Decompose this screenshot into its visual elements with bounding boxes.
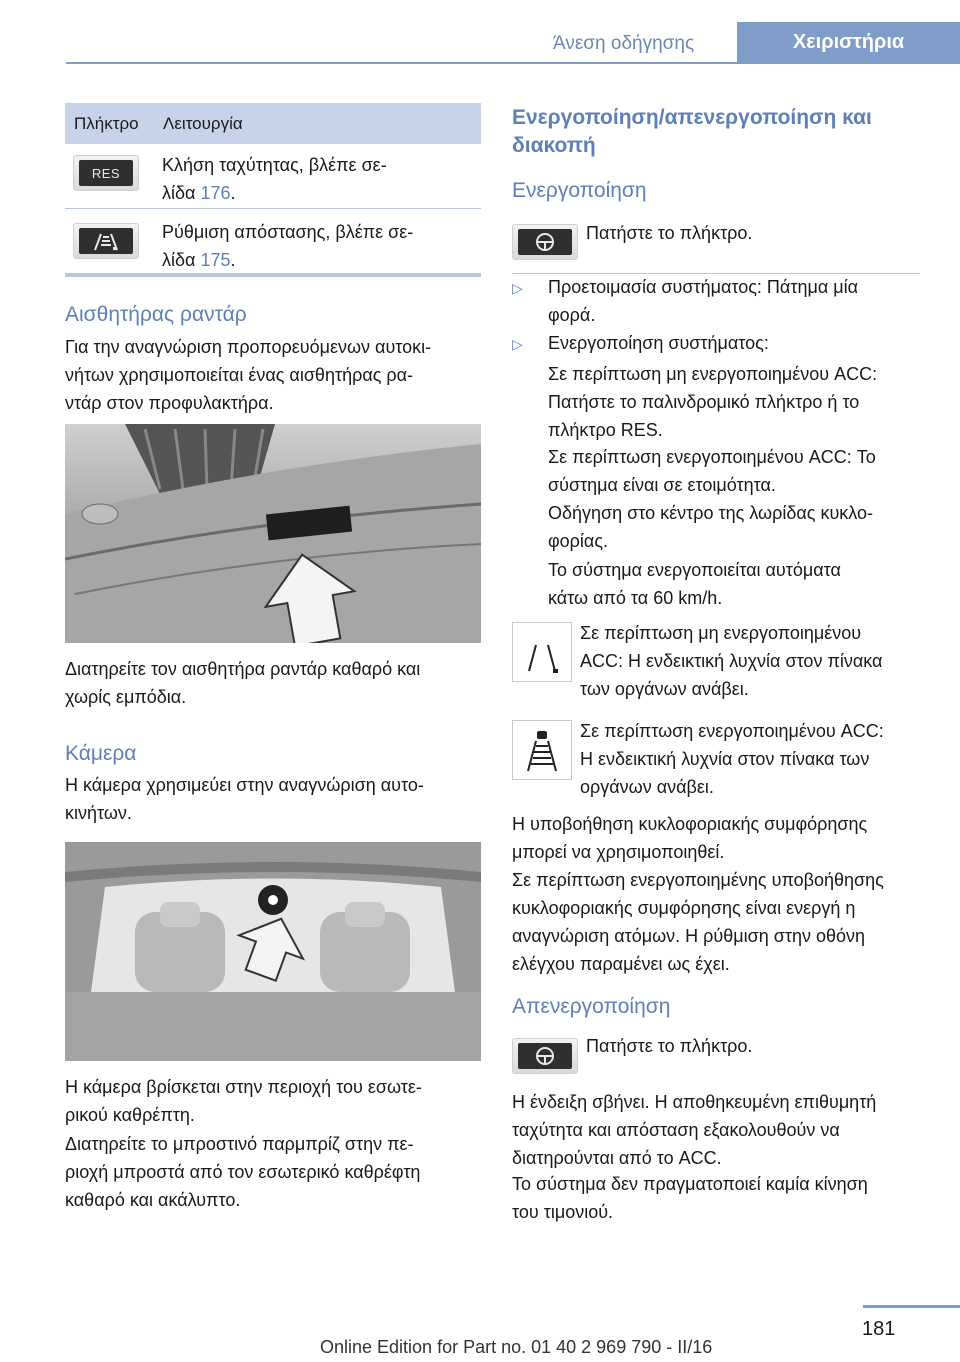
radar-section-title: Αισθητήρας ραντάρ [65, 303, 247, 326]
radar-line-1: Για την αναγνώριση προπορευόμενων αυτοκι- [65, 337, 432, 357]
page-link-176[interactable]: 176 [200, 183, 231, 203]
column-header-function: Λειτουργία [163, 114, 243, 133]
ind1-line-3: των οργάνων ανάβει. [580, 679, 749, 699]
bullet-1-line-2: φορά. [548, 305, 596, 325]
para2-line-1: Σε περίπτωση ενεργοποιημένης υποβοήθησης [512, 870, 884, 890]
sub2-line-1: Σε περίπτωση ενεργοποιημένου ACC: Το [548, 447, 876, 467]
row-1-line-2 [162, 179, 462, 207]
table-row-1-text [162, 151, 462, 207]
sub1-line-1: Σε περίπτωση μη ενεργοποιημένου ACC: [548, 364, 878, 384]
sub1-line-2: Πατήστε το παλινδρομικό πλήκτρο ή το [548, 392, 860, 412]
para3-line-3: διατηρούνται από το ACC. [512, 1148, 722, 1168]
camera-location [65, 1073, 422, 1129]
para2-line-3: αναγνώριση ατόμων. Η ρύθμιση στην οθόνη [512, 926, 866, 946]
lane-indicator-off-icon [512, 622, 572, 682]
table-row-2-text [162, 218, 462, 274]
header-rule [66, 62, 960, 64]
deactivate-para-1 [512, 1088, 876, 1172]
row-2-end: . [230, 250, 236, 270]
sub3-line-2: φορίας. [548, 531, 609, 551]
radar-sensor-photo [65, 424, 481, 643]
camera-intro [65, 771, 424, 827]
res-key-image [73, 155, 139, 191]
res-key-label: RES [79, 160, 133, 186]
footer-rule [863, 1305, 960, 1308]
para2-line-4: ελέγχου παραμένει ως έχει. [512, 954, 730, 974]
camera-keep-clean [65, 1130, 420, 1214]
deactivate-para-2 [512, 1170, 868, 1226]
sub2-line-2: σύστημα είναι σε ετοιμότητα. [548, 475, 776, 495]
camera-line-1: Η κάμερα χρησιμεύει στην αναγνώριση αυτο- [65, 775, 424, 795]
row-2-line-1: Ρύθμιση απόστασης, βλέπε σε- [162, 222, 414, 242]
sub-paragraph-2 [548, 443, 876, 499]
para3-line-2: ταχύτητα και απόσταση εξακολουθούν να [512, 1120, 840, 1140]
radar-intro [65, 333, 431, 417]
main-title-line-2: διακοπή [512, 134, 596, 157]
para2-line-2: κυκλοφοριακής συμφόρησης είναι ενεργή η [512, 898, 856, 918]
ind2-line-2: Η ενδεικτική λυχνία στον πίνακα των [580, 749, 870, 769]
bullet-2: Ενεργοποίηση συστήματος: [548, 333, 769, 353]
table-header [65, 103, 481, 144]
radar-keep-clean [65, 655, 420, 711]
radar-after-line-2: χωρίς εμπόδια. [65, 687, 187, 707]
ind1-line-1: Σε περίπτωση μη ενεργοποιημένου [580, 623, 862, 643]
header-chapter-tab[interactable]: Χειριστήρια [737, 22, 960, 62]
main-title-line-1: Ενεργοποίηση/απενεργοποίηση και [512, 106, 872, 129]
radar-line-2: νήτων χρησιμοποιείται ένας αισθητήρας ρα- [65, 365, 414, 385]
para3-line-1: Η ένδειξη σβήνει. Η αποθηκευμένη επιθυμητή [512, 1092, 877, 1112]
traffic-jam-para-1 [512, 810, 867, 866]
bullet-1-line-1: Προετοιμασία συστήματος: Πάτημα μία [548, 277, 859, 297]
row-1-line-1: Κλήση ταχύτητας, βλέπε σε- [162, 155, 387, 175]
ind2-line-3: οργάνων ανάβει. [580, 777, 714, 797]
deactivate-subtitle: Απενεργοποίηση [512, 995, 671, 1018]
para4-line-1: Το σύστημα δεν πραγματοποιεί καμία κίνηση [512, 1174, 868, 1194]
indicator-text-2 [580, 717, 884, 801]
page-link-175[interactable]: 175 [200, 250, 231, 270]
bullet-1 [548, 273, 858, 329]
camera-after2-line-3: καθαρό και ακάλυπτο. [65, 1190, 241, 1210]
press-key-text-2: Πατήστε το πλήκτρο. [586, 1036, 753, 1056]
camera-section-title: Κάμερα [65, 742, 137, 765]
column-header-key: Πλήκτρο [74, 114, 139, 133]
row-1-end: . [230, 183, 236, 203]
ind2-line-1: Σε περίπτωση ενεργοποιημένου ACC: [580, 721, 884, 741]
traffic-jam-para-2 [512, 866, 884, 978]
distance-key-image [73, 223, 139, 259]
steering-wheel-icon [532, 232, 558, 252]
camera-line-2: κινήτων. [65, 803, 132, 823]
table-divider [65, 208, 481, 209]
edition-note: Online Edition for Part no. 01 40 2 969 790 - II/16 [320, 1337, 713, 1357]
sub1-line-3: πλήκτρο RES. [548, 420, 663, 440]
camera-after2-line-1: Διατηρείτε το μπροστινό παρμπρίζ στην πε- [65, 1134, 414, 1154]
sub-paragraph-4 [548, 556, 841, 612]
table-bottom-rule [65, 273, 481, 277]
press-key-text-1: Πατήστε το πλήκτρο. [586, 223, 753, 243]
row-1-prefix: λίδα [162, 183, 201, 203]
camera-after1-line-1: Η κάμερα βρίσκεται στην περιοχή του εσωτε- [65, 1077, 422, 1097]
steering-button-image-1 [512, 224, 578, 260]
camera-photo [65, 842, 481, 1061]
distance-icon [86, 230, 126, 252]
steering-button-image-2 [512, 1038, 578, 1074]
steering-wheel-icon-2 [532, 1046, 558, 1066]
activation-main-title [512, 104, 872, 160]
para4-line-2: του τιμονιού. [512, 1202, 614, 1222]
sub-paragraph-3 [548, 499, 873, 555]
radar-line-3: ντάρ στον προφυλακτήρα. [65, 393, 274, 413]
header-section-title: Άνεση οδήγησης [553, 33, 695, 54]
camera-after1-line-2: ρικού καθρέπτη. [65, 1105, 195, 1125]
bullet-1-marker: ▷ [512, 280, 523, 296]
bullet-2-marker: ▷ [512, 336, 523, 352]
camera-after2-line-2: ριοχή μπροστά από τον εσωτερικό καθρέφτη [65, 1162, 421, 1182]
ind1-line-2: ACC: Η ενδεικτική λυχνία στον πίνακα [580, 651, 883, 671]
sub4-line-2: κάτω από τα 60 km/h. [548, 588, 723, 608]
para1-line-2: μπορεί να χρησιμοποιηθεί. [512, 842, 725, 862]
indicator-text-1 [580, 619, 882, 703]
sub4-line-1: Το σύστημα ενεργοποιείται αυτόματα [548, 560, 841, 580]
page-number: 181 [862, 1318, 896, 1340]
row-2-prefix: λίδα [162, 250, 201, 270]
sub3-line-1: Οδήγηση στο κέντρο της λωρίδας κυκλο- [548, 503, 874, 523]
radar-after-line-1: Διατηρείτε τον αισθητήρα ραντάρ καθαρό και [65, 659, 421, 679]
sub-paragraph-1 [548, 360, 877, 444]
activate-subtitle: Ενεργοποίηση [512, 179, 647, 202]
row-2-line-2 [162, 246, 462, 274]
para1-line-1: Η υποβοήθηση κυκλοφοριακής συμφόρησης [512, 814, 868, 834]
lane-indicator-on-icon [512, 720, 572, 780]
